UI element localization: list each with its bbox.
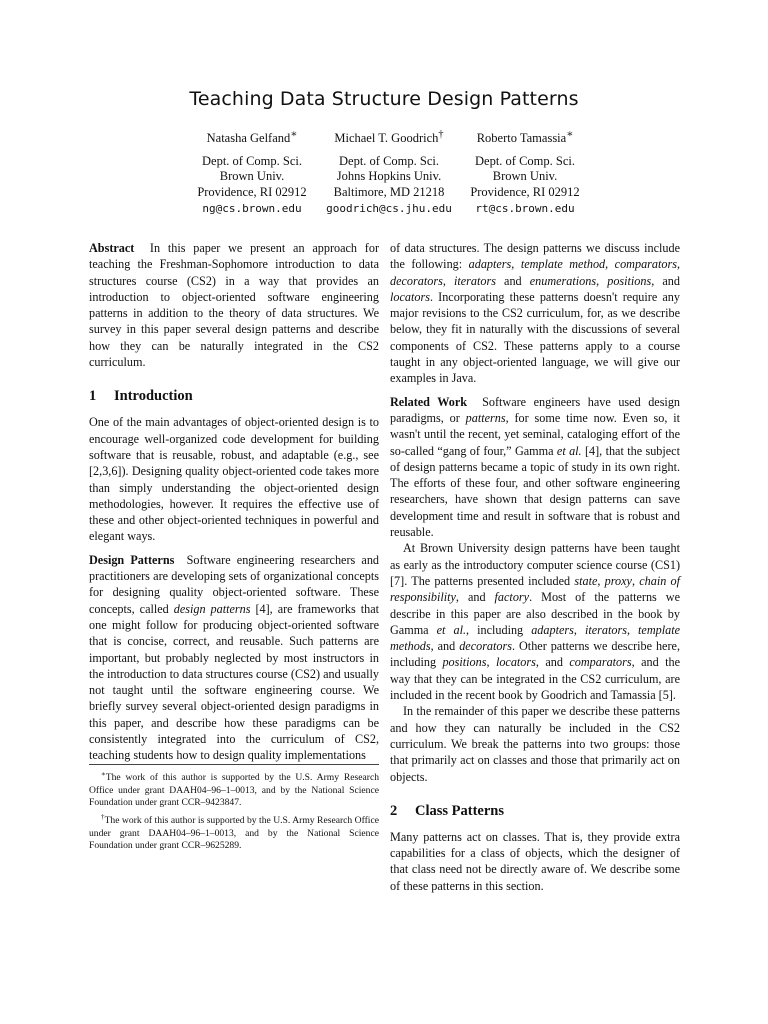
design-patterns-heading: Design Patterns [89, 552, 175, 567]
author-email: goodrich@cs.jhu.edu [326, 201, 452, 215]
related-work-heading: Related Work [390, 394, 468, 409]
author-univ: Brown Univ. [492, 169, 558, 184]
author-univ: Johns Hopkins Univ. [336, 169, 442, 184]
author-block-goodrich [318, 127, 460, 216]
brown-university-paragraph: At Brown University design patterns have been taught as early as the introductory computer science course (CS1) [7]. The patterns presented included state, proxy, chain of responsibility, and factory. Most of the patterns we describe in this paper are also described in the book by Gamma et al., including adapters, iterators, template methods, and decorators. Other patterns we describe here, including positions, locators, and comparators, and the way that they can be integrated in the CS2 curriculum, are included in the recent book by Goodrich and Tamassia [5]. [390, 541, 681, 703]
footnotes [89, 764, 379, 854]
author-block-gelfand [182, 127, 322, 216]
section-heading-class-patterns: 2 Class Patterns [390, 802, 505, 819]
abstract-text: In this paper we present an approach for teaching the Freshman-Sophomore introduction to data structures course (CS2) in a way that provides an introduction to object-oriented software engineering patterns in addition to the theory of data structures. We survey in this paper several design patterns and describe how they can be naturally integrated in the CS2 curriculum. [89, 241, 379, 370]
related-work-paragraph: Related Work Software engineers have used design paradigms, or patterns, for some time now. Even so, it wasn't until the recent, yet seminal, cataloging effort of the so-called “gang of four,” Gamma et al. [4], that the subject of design patterns became a topic of study in its own right. The efforts of these four, and other software engineering researchers, have shown that design patterns can save development time and result in software that is robust and reusable. [390, 394, 681, 540]
author-email: rt@cs.brown.edu [475, 201, 575, 215]
author-city: Baltimore, MD 21218 [333, 184, 445, 199]
author-dept: Dept. of Comp. Sci. [339, 153, 439, 168]
design-patterns-continued: of data structures. The design patterns we discuss include the following: adapters, template method, comparators, decorators, iterators and enumerations, positions, and locators. Incorporating these patterns doesn't require any major revisions to the CS2 curriculum, for, as we describe below, they fit in naturally with the discussions of several components of CS2. These patterns apply to a course taught in any object-oriented language, we will give our examples in Java. [390, 241, 681, 386]
author-city: Providence, RI 02912 [470, 184, 580, 199]
author-footnote-mark: † [438, 129, 444, 140]
abstract-heading: Abstract [89, 241, 135, 255]
design-patterns-paragraph: Design Patterns Software engineering researchers and practitioners are developing sets of organizational concepts for designing quality object-oriented software. These concepts, called design patterns [4], are frameworks that one might follow for producing object-oriented software that is concise, correct, and reusable. Such patterns are important, but probably neglected by most instructors in the introduction to data structures course (CS2) and usually not taught until the software engineering course. We briefly survey several object-oriented design paradigms in this paper, and describe how these paradigms can be consistently integrated into the curriculum of CS2, teaching students how to design quality implementations [89, 552, 380, 763]
author-block-tamassia [455, 127, 595, 216]
author-email: ng@cs.brown.edu [202, 201, 302, 215]
author-name: Michael T. Goodrich† [334, 129, 444, 146]
section-heading-introduction: 1 Introduction [89, 388, 193, 405]
footnote: ∗The work of this author is supported by the U.S. Army Research Office under grant DAAH04–96–1–0013, and by the National Science Foundation under grant CCR–9423847. [89, 770, 379, 809]
class-patterns-paragraph: Many patterns act on classes. That is, they provide extra capabilities for a class of objects, which the designer of that class need not be directly aware of. We describe some of these patterns in this section. [390, 829, 680, 893]
author-name: Natasha Gelfand∗ [206, 129, 298, 146]
footnote: †The work of this author is supported by the U.S. Army Research Office under grant DAAH04–96–1–0013, and by the National Science Foundation under grant CCR–9625289. [89, 812, 379, 852]
right-column [390, 240, 680, 901]
author-dept: Dept. of Comp. Sci. [475, 153, 575, 168]
author-name: Roberto Tamassia∗ [476, 129, 574, 146]
author-footnote-mark: ∗ [290, 129, 298, 140]
left-column [89, 240, 379, 764]
author-footnote-mark: ∗ [566, 129, 574, 140]
author-univ: Brown Univ. [219, 169, 285, 184]
intro-paragraph: One of the main advantages of object-oriented design is to encourage well-organized code development for building software that is reusable, robust, and adaptable (e.g., see [2,3,6]). Designing quality object-oriented code takes more than simply understanding the object-oriented design methodologies, however. It requires the effective use of these and other object-oriented techniques in powerful and elegant ways. [89, 415, 379, 544]
paper-title: Teaching Data Structure Design Patterns [189, 88, 579, 110]
author-city: Providence, RI 02912 [197, 184, 307, 199]
abstract [89, 240, 379, 370]
author-dept: Dept. of Comp. Sci. [202, 153, 302, 168]
remainder-paragraph: In the remainder of this paper we describe these patterns and how they can naturally be included in the CS2 curriculum. We break the patterns into two groups: those that primarily act on classes and those that primarily act on objects. [390, 704, 680, 784]
